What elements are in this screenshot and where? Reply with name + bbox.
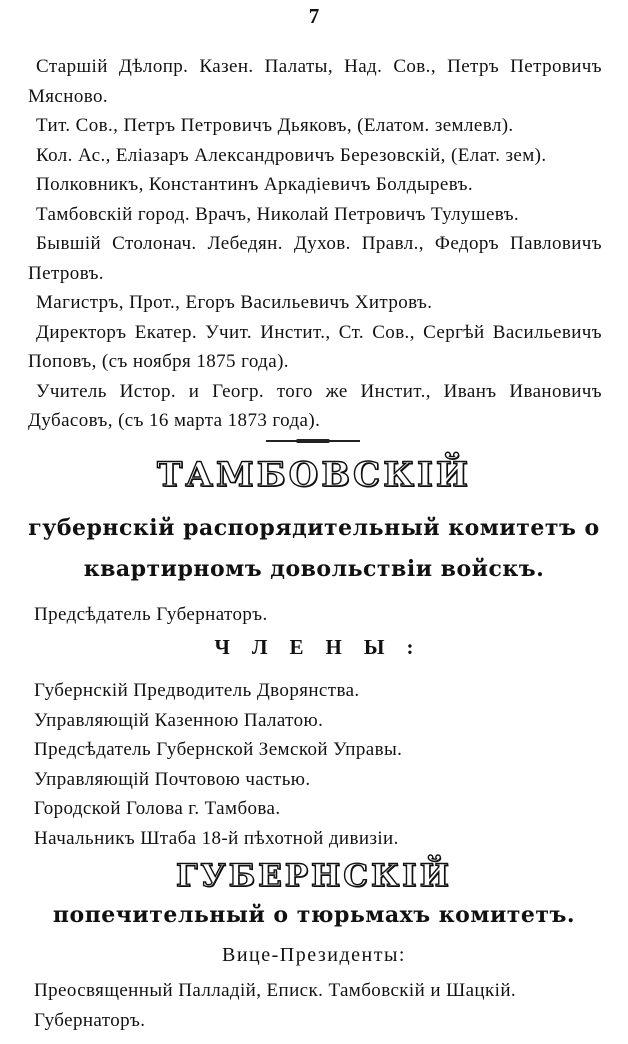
- list-item: Губернаторъ.: [34, 1010, 146, 1031]
- chairman-line: Предсѣдатель Губернаторъ.: [34, 604, 268, 625]
- members-heading: ЧЛЕНЫ:: [214, 635, 436, 659]
- list-item: Начальникъ Штаба 18-й пѣхотной дивизіи.: [34, 827, 399, 849]
- section-subtitle: губернскій распорядительный комитетъ о: [28, 515, 600, 541]
- list-item: Учитель Истор. и Геогр. того же Инстит., Иванъ Ивановичъ Дубасовъ, (съ 16 марта 1873 года).: [28, 380, 602, 431]
- section-divider: [266, 440, 360, 442]
- list-item: Управляющій Почтовою частью.: [34, 768, 311, 790]
- list-item: Директоръ Екатер. Учит. Инстит., Ст. Сов., Сергѣй Васильевичъ Поповъ, (съ ноября 1875 года).: [28, 321, 602, 372]
- list-item: Полковникъ, Константинъ Аркадіевичъ Болдыревъ.: [36, 174, 473, 195]
- section-subtitle: попечительный о тюрьмахъ комитетъ.: [52, 902, 576, 928]
- vice-presidents-heading: Вице-Президенты:: [222, 944, 406, 966]
- vice-presidents-list: [34, 976, 516, 1036]
- section-subtitle: квартирномъ довольствіи войскъ.: [83, 556, 545, 582]
- section-title-gubernsky: ГУБЕРНСКІЙ: [176, 858, 452, 894]
- list-item: Тит. Сов., Петръ Петровичъ Дьяковъ, (Елатом. землевл).: [36, 115, 514, 136]
- section-title-tambov: ТАМБОВСКІЙ: [156, 455, 472, 495]
- list-item: Старшій Дѣлопр. Казен. Палаты, Над. Сов., Петръ Петровичъ Мясново.: [28, 56, 602, 107]
- list-item: Губернскій Предводитель Дворянства.: [34, 680, 360, 701]
- members-list-continued: [28, 52, 602, 436]
- list-item: Преосвященный Палладій, Еписк. Тамбовскій и Шацкій.: [34, 980, 517, 1001]
- page-number: 7: [308, 4, 320, 28]
- list-item: Управляющій Казенною Палатою.: [34, 709, 324, 731]
- list-item: Тамбовскій город. Врачъ, Николай Петровичъ Тулушевъ.: [36, 203, 520, 225]
- list-item: Городской Голова г. Тамбова.: [34, 798, 281, 819]
- list-item: Магистръ, Прот., Егоръ Васильевичъ Хитровъ.: [36, 292, 433, 313]
- list-item: Предсѣдатель Губернской Земской Управы.: [34, 739, 403, 760]
- list-item: Бывшій Столонач. Лебедян. Духов. Правл., Федоръ Павловичъ Петровъ.: [28, 233, 602, 284]
- committee-members-list: [34, 676, 402, 853]
- list-item: Кол. Ас., Еліазаръ Александровичъ Березовскій, (Елат. зем).: [36, 144, 547, 166]
